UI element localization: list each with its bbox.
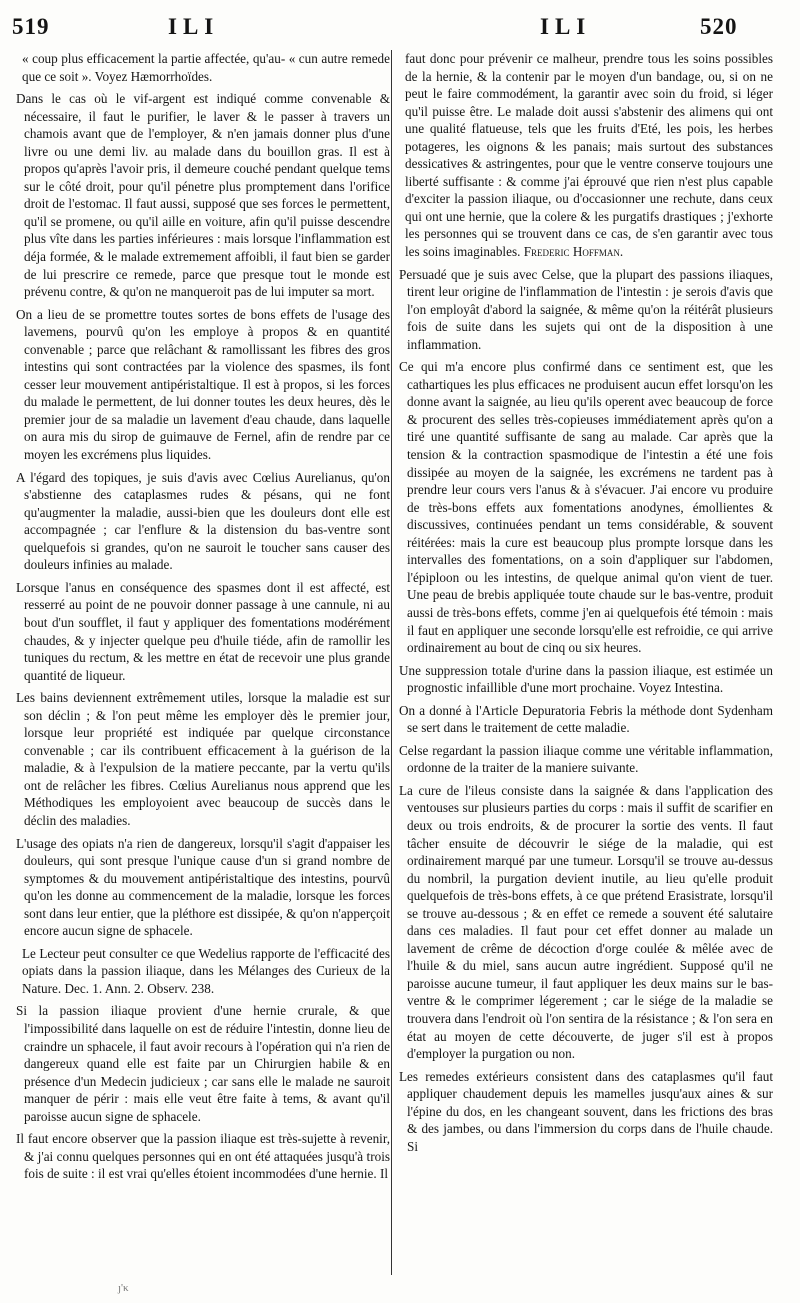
paragraph: Une suppression totale d'urine dans la passion iliaque, est estimée un prognostic infaillible d'une mort prochaine. Voyez Intestina. (399, 662, 773, 696)
paragraph: Si la passion iliaque provient d'une hernie crurale, & que l'impossibilité dans laquelle on est de réduire l'intestin, donne lieu de craindre un sphacele, il faut avoir recours à l'opération qui n'a rien de dangereux quand elle est faite par un Chirurgien habile & en présence d'un Medecin judicieux ; car sans elle le malade ne sauroit manquer de périr : mais elle veut être faite à tems, & avant qu'il paroisse aucun signe de sphacele. (16, 1003, 390, 1124)
paragraph: L'usage des opiats n'a rien de dangereux, lorsqu'il s'agit d'appaiser les douleurs, qui sont presque l'unique cause d'un si grand nombre de symptomes & du mouvement antipéristaltique des intestins, pourvû qu'on les donne au commencement de la maladie, lorsque les forces sont dans leur entier, que la pléthore est dissipée, & qu'on n'apperçoit encore aucun signe de sphacele. (16, 835, 390, 939)
footer-mark: ȷ'κ (118, 1282, 129, 1294)
paragraph: La cure de l'ileus consiste dans la saignée & dans l'application des ventouses sur plusieurs parties du corps : mais il suffit de scarifier en deux ou trois endroits, & de procurer la sortie des vents. Il faut tâcher ensuite de découvrir le siége de la maladie, qui est ordinairement marqué par une tumeur. Lorsqu'il se trouve au-dessus du nombril, la purgation devient inutile, au lieu qu'elle produit quelquefois de très-bons effets, à ce que prétend Erasistrate, lorsqu'il se trouve au-dessous ; & en effet ce remede a souvent été salutaire dans ces maladies. Il faut pour cet effet donner au malade un lavement de crême de décoction d'orge coulée & mêlée avec de l'huile & du miel, sans aucun autre ingrédient. Supposé qu'il ne paroisse aucune tumeur, il faut appliquer les deux mains sur le bas-ventre & le comprimer légerement ; car le siége de la maladie se trouvera dans l'endroit où l'on sentira de la résistance ; & l'on sera en état au moyen de cette découverte, de juger s'il est à propos d'employer la purgation ou non. (399, 782, 773, 1062)
running-head-right: ILI (540, 14, 592, 39)
paragraph-text: faut donc pour prévenir ce malheur, prendre tous les soins possibles de la hernie, & la contenir par le moyen d'un bandage, ou, si on ne peut le faire commodément, la garantir avec soin du froid, si léger qu'il puisse être. Le malade doit aussi s'abstenir des alimens qui ont une qualité flatueuse, tels que les fruits d'Eté, les pois, les herbes potageres, les oignons & les panais; mais surtout des substances dessicatives & astringentes, pour que le ventre conserve toujours une liberté suffisante : & comme j'ai éprouvé que rien n'est plus capable d'exciter la passion iliaque, ou d'occasionner une rechute, dans ceux qui ont une hernie, que la colere & les purgatifs drastiques ; j'exhorte les personnes qui se trouvent dans ce cas, de s'en garantir avec tous les soins imaginables. (405, 51, 773, 260)
left-column (16, 50, 390, 1188)
paragraph: « coup plus efficacement la partie affectée, qu'au- « cun autre remede que ce soit ». Voyez Hæmorrhoïdes. (22, 51, 390, 84)
running-head-left: ILI (168, 14, 220, 39)
column-divider (391, 50, 392, 1275)
page-number-right: 520 (700, 14, 738, 39)
paragraph: Les remedes extérieurs consistent dans des cataplasmes qu'il faut appliquer chaudement depuis les mamelles jusqu'aux aines & sur l'épine du dos, en les changeant souvent, dans les frictions des bras & des jambes, ou dans l'immersion du corps dans de l'huile chaude. Si (399, 1068, 773, 1154)
paragraph: Ce qui m'a encore plus confirmé dans ce sentiment est, que les cathartiques les plus efficaces ne produisent aucun effet lorsqu'on les donne avant la saignée, au lieu qu'ils operent avec beaucoup de force & procurent des selles très-copieuses immédiatement après qu'on a tiré une quantité suffisante de sang au malade. Car après que la tension & la contraction spasmodique de l'intestin a été une fois dissipée au moyen de la saignée, les excrémens ne tardent pas à prendre leur cours vers l'anus & à s'évacuer. J'ai encore vu produire de très-bons effets aux fomentations anodynes, émollientes & discussives, continuées pendant un tems considérable, & souvent réitérées: mais la cure est beaucoup plus prompte lorsque dans les intervalles des fomentations, on a soin d'appliquer sur l'abdomen, l'épiploon ou les intestins, de quelque animal qu'on vient de tuer. Une peau de brebis appliquée toute chaude sur le bas-ventre, produit aussi de très-bons effets, comme j'en ai quelquefois été témoin : mais il faut en appliquer une seconde lorsqu'elle est refroidie, ce qui arrive ordinairement au bout de cinq ou six heures. (399, 359, 773, 656)
paragraph: On a lieu de se promettre toutes sortes de bons effets de l'usage des lavemens, pourvû qu'on les employe à propos & en quantité convenable ; parce que relâchant & ramollissant les fibres des gros intestins qui sont contractées par la violence des spasmes, ils font cesser leur mouvement antipéristaltique. Il est à propos, si les forces du malade le permettent, de lui donner toutes les deux heures, dès le premier jour de sa maladie un lavement d'eau chaude, dans laquelle on aura mis du sirop de guimauve de Fernel, afin de rendre par ce moyen les excrémens plus liquides. (16, 306, 390, 463)
paragraph: Le Lecteur peut consulter ce que Wedelius rapporte de l'efficacité des opiats dans la passion iliaque, dans les Mélanges des Curieux de la Nature. Dec. 1. Ann. 2. Observ. 238. (22, 945, 390, 996)
paragraph: Lorsque l'anus en conséquence des spasmes dont il est affecté, est resserré au point de ne pouvoir donner passage à une cannule, ni au bout d'un soufflet, il faut y appliquer des fomentations modérément chaudes, & y injecter quelque peu d'huile tiéde, afin de ramollir les tuniques du rectum, & les mettre en état de recevoir une plus grande quantité de liqueur. (16, 579, 390, 683)
page-number-left: 519 (12, 14, 50, 39)
paragraph: Persuadé que je suis avec Celse, que la plupart des passions iliaques, tirent leur origine de l'inflammation de l'intestin : je serois d'avis que l'on employât d'abord la saignée, & même qu'on la réitérât plusieurs fois de suite dans les sujets qui ont de la disposition à une inflammation. (399, 266, 773, 352)
paragraph (399, 50, 773, 261)
paragraph: Il faut encore observer que la passion iliaque est très-sujette à revenir, & j'ai connu quelques personnes qui en ont été attaquées jusqu'à trois fois de suite : il est vrai qu'elles étoient incommodées d'une hernie. Il (16, 1131, 390, 1182)
paragraph: Les bains deviennent extrêmement utiles, lorsque la maladie est sur son déclin ; & l'on peut même les employer dès le premier jour, lorsque leur propriété est indiquée par quelque circonstance convenable ; car ils contribuent efficacement à la guérison de la maladie, & à l'expulsion de la matiere peccante, par la vertu qu'ils ont de relâcher les fibres. Cœlius Aurelianus nous apprend que les Méthodiques les employoient avec beaucoup de succès dans le déclin des maladies. (16, 690, 390, 828)
paragraph: A l'égard des topiques, je suis d'avis avec Cœlius Aurelianus, qu'on s'abstienne des cataplasmes rudes & pésans, qui ne font qu'augmenter la maladie, aussi-bien que les douleurs dont elle est accompagnée ; car l'enflure & la distension du bas-ventre sont quelquefois si grandes, qu'on ne sauroit le toucher sans causer des douleurs infinies au malade. (16, 469, 390, 573)
paragraph: Celse regardant la passion iliaque comme une véritable inflammation, ordonne de la traiter de la maniere suivante. (399, 742, 773, 776)
paragraph: On a donné à l'Article Depuratoria Febris la méthode dont Sydenham se sert dans le traitement de cette maladie. (399, 702, 773, 736)
author-signature: Frederic Hoffman. (523, 244, 624, 260)
paragraph: Dans le cas où le vif-argent est indiqué comme convenable & nécessaire, il faut le purifier, le laver & le passer à travers un chamois avant que de l'employer, & n'en jamais donner plus d'une livre ou une demi liv. au malade dans du bouillon gras. Il est à propos qu'après l'avoir pris, il demeure couché pendant quelque tems sur le côté droit, pour qu'il pénetre plus promptement dans l'orifice droit de l'estomac. Il faut aussi, supposé que ses forces le permettent, qu'il se promene, ou qu'il aille en voiture, afin qu'il puisse descendre plus vîte dans les parties inférieures : mais lorsque l'inflammation est déja formée, & le malade extremement affoibli, il faut bien se garder de lui prescrire ce remede, parce que presque tout le monde est prévenu contre, & qu'on ne manqueroit pas de lui imputer sa mort. (16, 91, 390, 300)
right-column (399, 50, 773, 1160)
